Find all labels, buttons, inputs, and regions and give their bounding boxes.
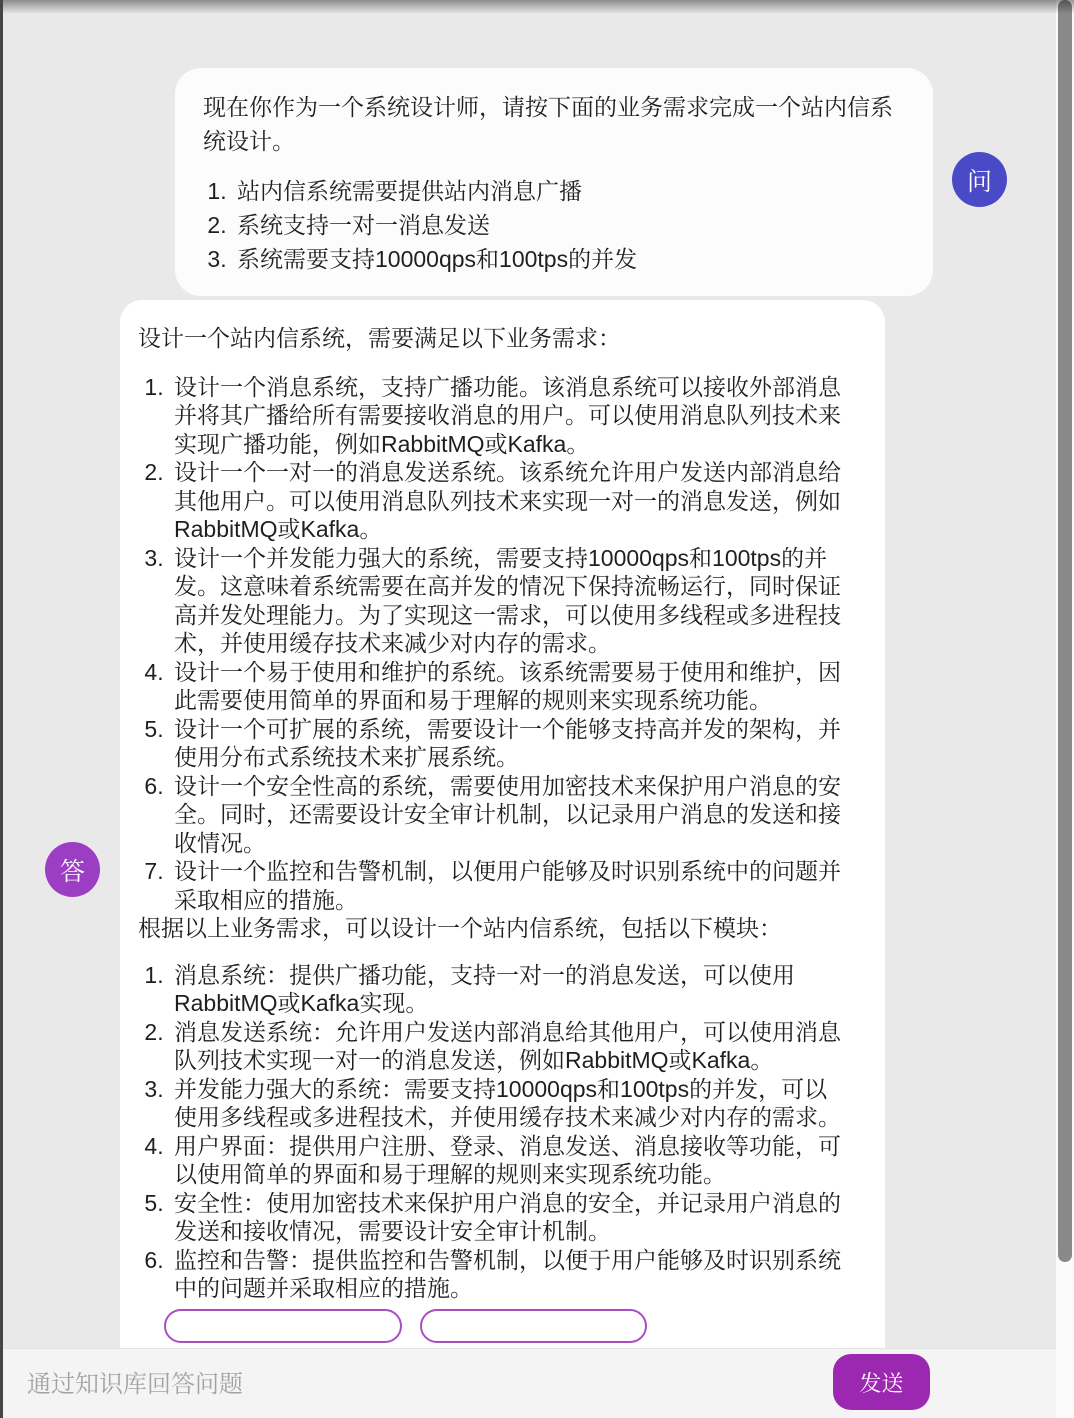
question-badge: 问 (952, 152, 1007, 207)
module-item: 1. 消息系统：提供广播功能，支持一对一的消息发送，可以使用RabbitMQ或Kafka实现。 (170, 961, 845, 1018)
answer-bubble (120, 300, 885, 1383)
question-item: 2. 系统支持一对一消息发送 (233, 208, 905, 242)
suggestion-chips-row (164, 1309, 845, 1343)
answer-requirements-list (138, 373, 845, 915)
answer-middle: 根据以上业务需求，可以设计一个站内信系统，包括以下模块： (138, 915, 782, 941)
top-shadow (0, 0, 1074, 14)
requirement-item: 5. 设计一个可扩展的系统，需要设计一个能够支持高并发的架构，并使用分布式系统技术来扩展系统。 (170, 715, 845, 772)
question-list (203, 174, 905, 276)
requirement-item: 3. 设计一个并发能力强大的系统，需要支持10000qps和100tps的并发。这意味着系统需要在高并发的情况下保持流畅运行，同时保证高并发处理能力。为了实现这一需求，可以使用多线程或多进程技术，并使用缓存技术来减少对内存的需求。 (170, 544, 845, 658)
module-item: 2. 消息发送系统：允许用户发送内部消息给其他用户，可以使用消息队列技术实现一对一的消息发送，例如RabbitMQ或Kafka。 (170, 1018, 845, 1075)
module-item: 4. 用户界面：提供用户注册、登录、消息发送、消息接收等功能，可以使用简单的界面和易于理解的规则来实现系统功能。 (170, 1132, 845, 1189)
scrollbar-thumb[interactable] (1058, 0, 1072, 1262)
requirement-item: 1. 设计一个消息系统，支持广播功能。该消息系统可以接收外部消息并将其广播给所有需要接收消息的用户。可以使用消息队列技术来实现广播功能，例如RabbitMQ或Kafka。 (170, 373, 845, 459)
question-bubble (175, 68, 933, 296)
requirement-item: 2. 设计一个一对一的消息发送系统。该系统允许用户发送内部消息给其他用户。可以使用消息队列技术来实现一对一的消息发送，例如RabbitMQ或Kafka。 (170, 458, 845, 544)
answer-intro: 设计一个站内信系统，需要满足以下业务需求： (138, 325, 621, 351)
window-left-edge (0, 0, 3, 1418)
send-button[interactable]: 发送 (833, 1354, 930, 1410)
answer-modules-list (138, 961, 845, 1303)
requirement-item: 4. 设计一个易于使用和维护的系统。该系统需要易于使用和维护，因此需要使用简单的界面和易于理解的规则来实现系统功能。 (170, 658, 845, 715)
message-input[interactable] (25, 1366, 749, 1404)
question-item: 1. 站内信系统需要提供站内消息广播 (233, 174, 905, 208)
composer-bar (0, 1348, 1074, 1418)
module-item: 5. 安全性：使用加密技术来保护用户消息的安全，并记录用户消息的发送和接收情况，需要设计安全审计机制。 (170, 1189, 845, 1246)
question-intro: 现在你作为一个系统设计师，请按下面的业务需求完成一个站内信系统设计。 (203, 94, 893, 154)
requirement-item: 7. 设计一个监控和告警机制，以便用户能够及时识别系统中的问题并采取相应的措施。 (170, 857, 845, 914)
module-item: 6. 监控和告警：提供监控和告警机制，以便于用户能够及时识别系统中的问题并采取相应的措施。 (170, 1246, 845, 1303)
module-item: 3. 并发能力强大的系统：需要支持10000qps和100tps的并发，可以使用多线程或多进程技术，并使用缓存技术来减少对内存的需求。 (170, 1075, 845, 1132)
suggestion-chip[interactable] (164, 1309, 402, 1343)
suggestion-chip[interactable] (420, 1309, 647, 1343)
question-item: 3. 系统需要支持10000qps和100tps的并发 (233, 242, 905, 276)
answer-badge: 答 (45, 842, 100, 897)
scrollbar-track[interactable] (1056, 0, 1074, 1418)
requirement-item: 6. 设计一个安全性高的系统，需要使用加密技术来保护用户消息的安全。同时，还需要设计安全审计机制，以记录用户消息的发送和接收情况。 (170, 772, 845, 858)
